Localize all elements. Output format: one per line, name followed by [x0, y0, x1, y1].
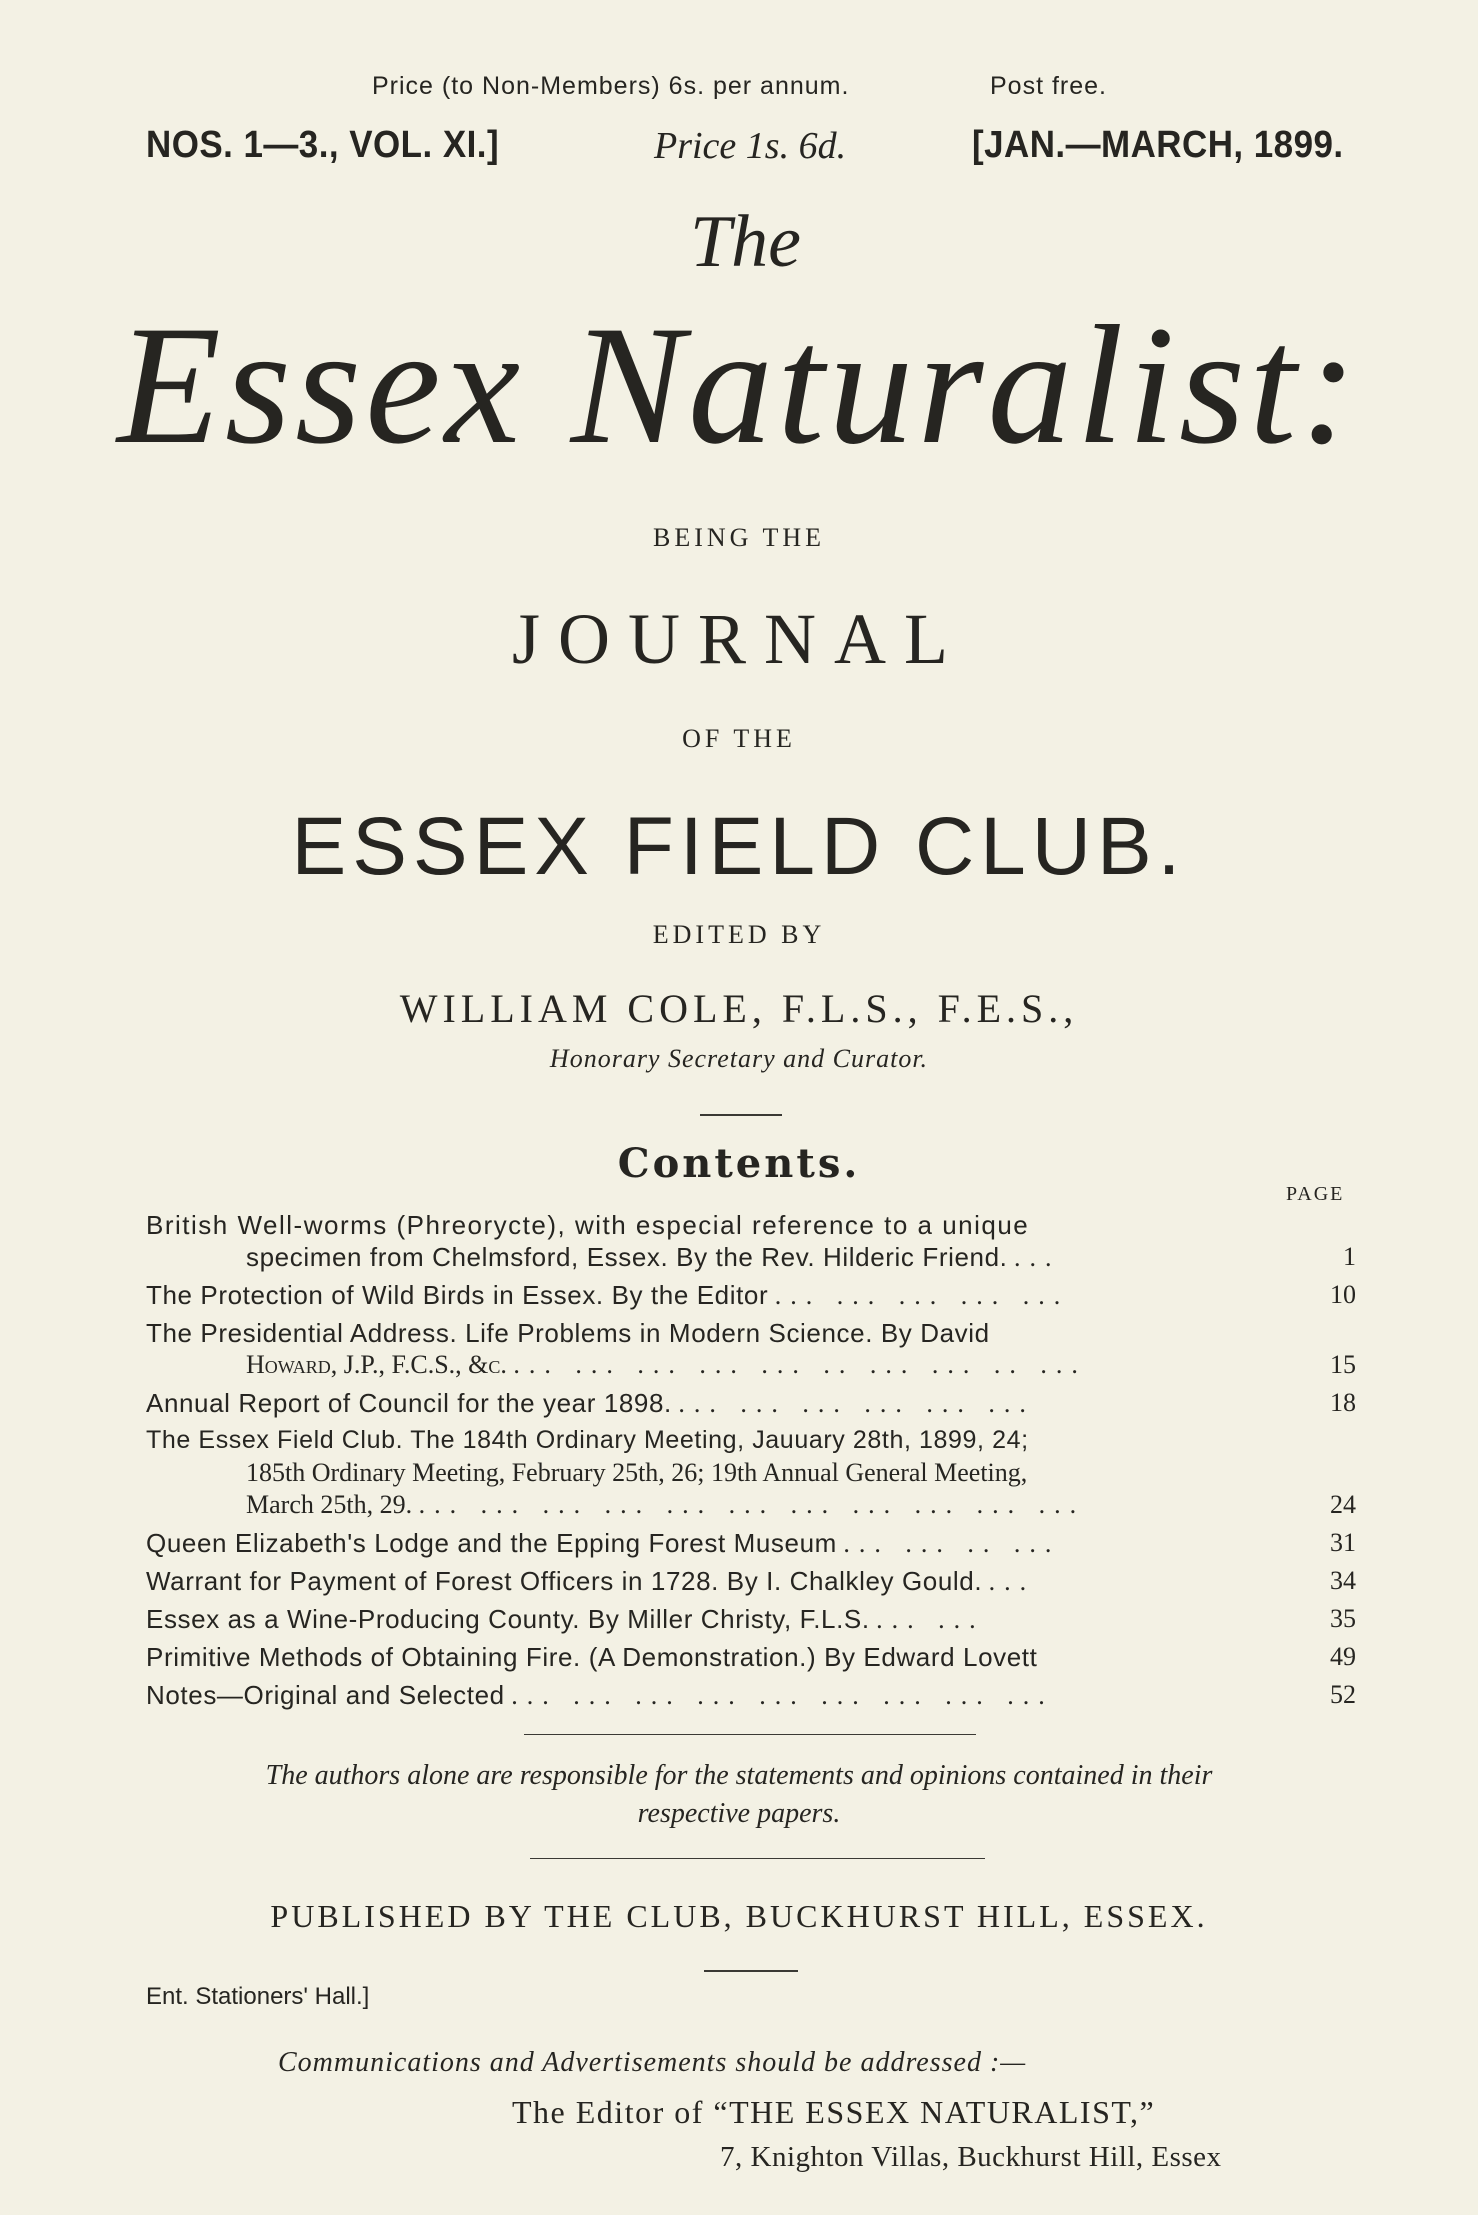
price-non-members: Price (to Non-Members) 6s. per annum.: [372, 72, 850, 100]
disclaimer-line-2: respective papers.: [637, 1798, 841, 1829]
toc-entry-text: Notes—Original and Selected: [146, 1680, 505, 1710]
masthead-the: The: [690, 201, 801, 283]
toc-entry: [146, 1426, 1356, 1455]
toc-page-number: 10: [1330, 1280, 1356, 1309]
toc-entry-text: Primitive Methods of Obtaining Fire. (A Demonstration.) By Edward Lovett: [146, 1642, 1038, 1672]
editor-role: Honorary Secretary and Curator.: [549, 1044, 929, 1073]
toc-entry: [146, 1642, 1356, 1673]
toc-entry: Notes—Original and Selected ... ... ... ... ... ... ... ... ... 52: [146, 1680, 1356, 1710]
contents-heading: Contents.: [617, 1140, 861, 1187]
toc-page-number: 31: [1330, 1528, 1356, 1557]
issue-price: Price 1s. 6d.: [654, 125, 847, 167]
communications-line: Communications and Advertisements should be addressed :—: [278, 2047, 1027, 2078]
club-name: ESSEX FIELD CLUB.: [291, 801, 1187, 892]
toc-entry: Essex as a Wine-Producing County. By Miller Christy, F.L.S. ... ... 35: [146, 1604, 1356, 1634]
postal-address: 7, Knighton Villas, Buckhurst Hill, Essex: [720, 2141, 1222, 2173]
toc-entry: [146, 1318, 1356, 1349]
toc-entry-text: March 25th, 29.: [246, 1490, 413, 1519]
divider-publisher: [704, 1970, 798, 1972]
toc-page-number: 18: [1330, 1388, 1356, 1417]
journal-heading: JOURNAL: [511, 599, 966, 679]
divider-short: [700, 1114, 782, 1116]
toc-entry-text: The Protection of Wild Birds in Essex. By the Editor: [146, 1280, 769, 1310]
being-the: BEING THE: [652, 523, 825, 552]
toc-entry-text: Annual Report of Council for the year 1898.: [146, 1388, 672, 1418]
issue-numbers: NOS. 1—3., VOL. XI.]: [146, 124, 500, 166]
toc-entry-text: 185th Ordinary Meeting, February 25th, 26; 19th Annual General Meeting,: [246, 1458, 1028, 1487]
toc-entry-text: British Well-worms (Phreorycte), with especial reference to a unique: [146, 1210, 1030, 1240]
editor-address-line: The Editor of “THE ESSEX NATURALIST,”: [512, 2094, 1156, 2130]
toc-entry: Queen Elizabeth's Lodge and the Epping Forest Museum ... ... .. ... 31: [146, 1528, 1356, 1558]
toc-entry-text: Howard, J.P., F.C.S., &c.: [246, 1350, 507, 1379]
toc-page-number: 15: [1330, 1350, 1356, 1379]
toc-entry-cont: Howard, J.P., F.C.S., &c. ... ... ... ... ... .. ... ... .. ... 15: [146, 1350, 1356, 1380]
toc-entry-cont: specimen from Chelmsford, Essex. By the Rev. Hilderic Friend. ... 1: [146, 1242, 1356, 1273]
toc-page-number: 49: [1330, 1642, 1356, 1671]
masthead-title: Essex Naturalist:: [117, 291, 1361, 479]
toc-entry-text: specimen from Chelmsford, Essex. By the Rev. Hilderic Friend.: [246, 1242, 1008, 1272]
toc-page-number: 52: [1330, 1680, 1356, 1709]
post-free-note: Post free.: [990, 72, 1107, 100]
page-column-label: PAGE: [1286, 1183, 1345, 1205]
editor-name: WILLIAM COLE, F.L.S., F.E.S.,: [399, 986, 1079, 1031]
of-the: OF THE: [682, 724, 796, 753]
toc-page-number: 1: [1343, 1242, 1356, 1271]
toc-entry-cont: [146, 1458, 1356, 1488]
edited-by: EDITED BY: [652, 920, 826, 949]
toc-entry-text: Warrant for Payment of Forest Officers in 1728. By I. Chalkley Gould.: [146, 1566, 983, 1596]
stationers-hall: Ent. Stationers' Hall.]: [146, 1983, 370, 2010]
toc-entry-text: The Essex Field Club. The 184th Ordinary Meeting, Jauuary 28th, 1899, 24;: [146, 1426, 1029, 1454]
toc-entry-text: The Presidential Address. Life Problems in Modern Science. By David: [146, 1318, 990, 1348]
disclaimer-line-1: The authors alone are responsible for the statements and opinions contained in their: [265, 1760, 1213, 1791]
toc-entry: Annual Report of Council for the year 1898. ... ... ... ... ... ... 18: [146, 1388, 1356, 1418]
issue-date: [JAN.—MARCH, 1899.: [972, 124, 1344, 166]
toc-entry-cont: March 25th, 29. ... ... ... ... ... ... ... ... ... ... ... 24: [146, 1490, 1356, 1520]
toc-entry: Warrant for Payment of Forest Officers in 1728. By I. Chalkley Gould. ... 34: [146, 1566, 1356, 1596]
toc-page-number: 35: [1330, 1604, 1356, 1633]
toc-entry: [146, 1210, 1356, 1241]
publisher-line: PUBLISHED BY THE CLUB, BUCKHURST HILL, ESSEX.: [270, 1898, 1208, 1934]
toc-page-number: 24: [1330, 1490, 1356, 1519]
divider-contents-end: [524, 1734, 976, 1735]
toc-entry-text: Queen Elizabeth's Lodge and the Epping Forest Museum: [146, 1528, 837, 1558]
toc-entry-text: Essex as a Wine-Producing County. By Miller Christy, F.L.S.: [146, 1604, 870, 1634]
toc-page-number: 34: [1330, 1566, 1356, 1595]
toc-entry: The Protection of Wild Birds in Essex. By the Editor ... ... ... ... ... 10: [146, 1280, 1356, 1310]
divider-disclaimer: [530, 1858, 985, 1859]
